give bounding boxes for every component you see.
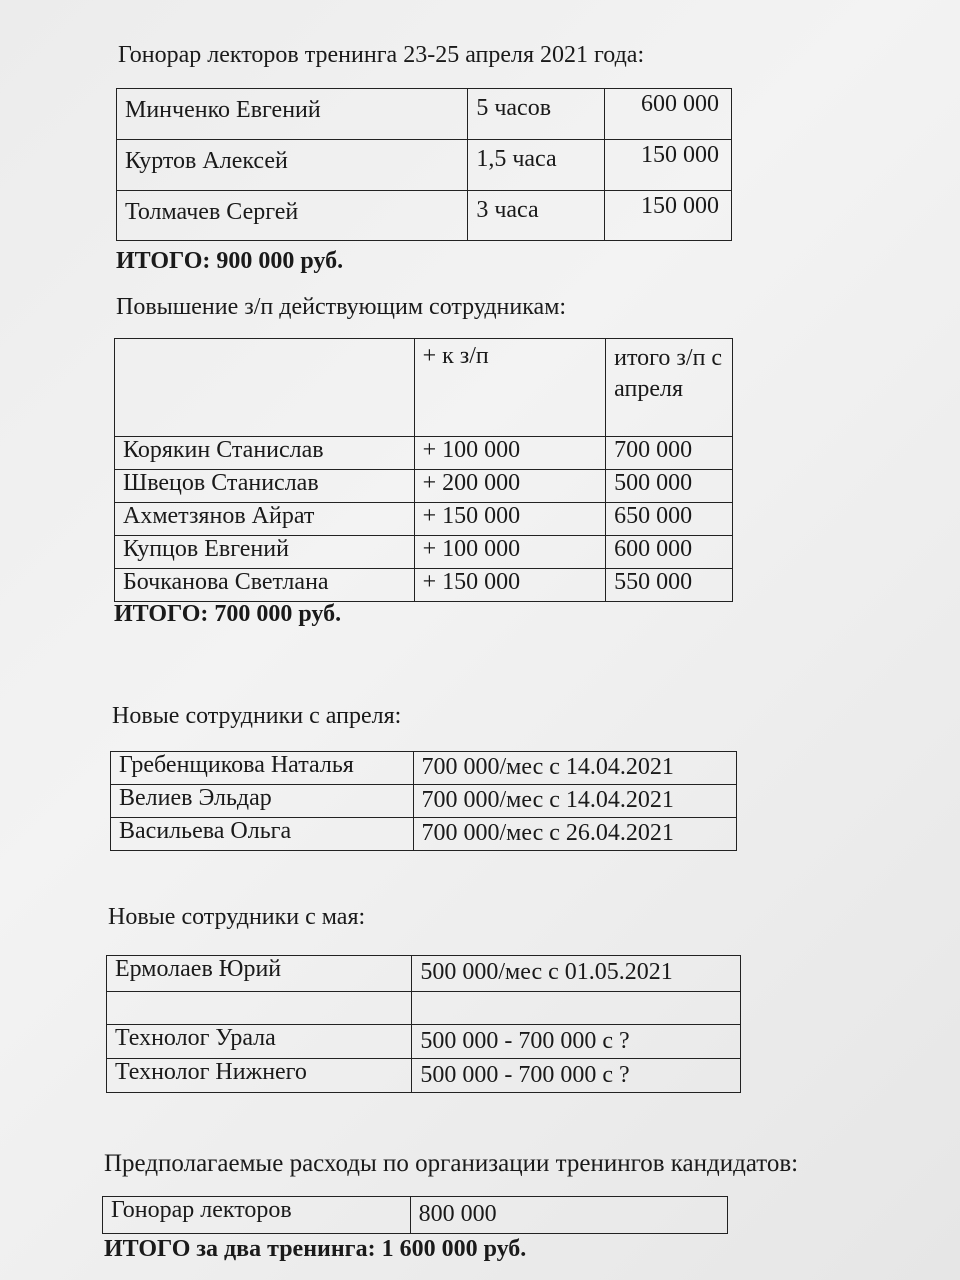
salary-raise: + 200 000	[414, 470, 606, 503]
table-row	[111, 818, 737, 851]
section5-total: ИТОГО за два тренинга: 1 600 000 руб.	[104, 1236, 527, 1262]
new-employees-april-table	[110, 751, 737, 851]
salary-total: 500 000	[606, 470, 733, 503]
lecturer-name: Толмачев Сергей	[117, 191, 468, 241]
table-row	[115, 536, 733, 569]
salary-total: 700 000	[606, 437, 733, 470]
table-row	[117, 191, 732, 241]
salary-total: 550 000	[606, 569, 733, 602]
section3-heading: Новые сотрудники с апреля:	[112, 703, 402, 729]
table-row	[117, 140, 732, 191]
table-row	[111, 785, 737, 818]
employee-salary: 700 000/мес с 14.04.2021	[413, 785, 736, 818]
table-row	[111, 752, 737, 785]
lecturer-name: Куртов Алексей	[117, 140, 468, 191]
employee-name: Ахметзянов Айрат	[115, 503, 415, 536]
lecturer-hours: 3 часа	[468, 191, 605, 241]
section2-total: ИТОГО: 700 000 руб.	[114, 601, 342, 627]
table-row	[115, 437, 733, 470]
section1-heading: Гонорар лекторов тренинга 23-25 апреля 2021 года:	[118, 42, 645, 68]
salary-raise: + 150 000	[414, 503, 606, 536]
lecturer-fee: 600 000	[605, 89, 732, 140]
table-row	[107, 956, 741, 992]
training-costs-table	[102, 1196, 728, 1234]
salary-raise-table	[114, 338, 733, 602]
employee-name: Технолог Нижнего	[107, 1059, 412, 1093]
cost-amount: 800 000	[410, 1197, 727, 1234]
lecturer-fee: 150 000	[605, 191, 732, 241]
table-header-row	[115, 339, 733, 437]
employee-name: Технолог Урала	[107, 1025, 412, 1059]
employee-name: Гребенщикова Наталья	[111, 752, 414, 785]
employee-salary: 700 000/мес с 26.04.2021	[413, 818, 736, 851]
section1-total: ИТОГО: 900 000 руб.	[116, 248, 344, 274]
section2-heading: Повышение з/п действующим сотрудникам:	[116, 294, 567, 320]
table-row	[107, 1025, 741, 1059]
cost-item: Гонорар лекторов	[103, 1197, 411, 1234]
salary-total: 600 000	[606, 536, 733, 569]
employee-name: Васильева Ольга	[111, 818, 414, 851]
employee-salary: 500 000 - 700 000 с ?	[412, 1059, 741, 1093]
employee-salary	[412, 992, 741, 1025]
section4-heading: Новые сотрудники с мая:	[108, 904, 366, 930]
table-row	[117, 89, 732, 140]
table-row	[115, 470, 733, 503]
header-empty-cell	[115, 339, 415, 437]
salary-raise: + 150 000	[414, 569, 606, 602]
section5-heading: Предполагаемые расходы по организации тренингов кандидатов:	[104, 1150, 799, 1177]
employee-name: Ермолаев Юрий	[107, 956, 412, 992]
header-raise: + к з/п	[414, 339, 606, 437]
salary-raise: + 100 000	[414, 437, 606, 470]
employee-name: Швецов Станислав	[115, 470, 415, 503]
lecturer-name: Минченко Евгений	[117, 89, 468, 140]
new-employees-may-table	[106, 955, 741, 1093]
table-row	[115, 569, 733, 602]
table-row-empty	[107, 992, 741, 1025]
lecturer-hours: 1,5 часа	[468, 140, 605, 191]
employee-salary: 500 000 - 700 000 с ?	[412, 1025, 741, 1059]
lecturer-hours: 5 часов	[468, 89, 605, 140]
table-row	[107, 1059, 741, 1093]
table-row	[115, 503, 733, 536]
employee-name: Корякин Станислав	[115, 437, 415, 470]
lecturer-fee: 150 000	[605, 140, 732, 191]
employee-salary: 700 000/мес с 14.04.2021	[413, 752, 736, 785]
employee-name	[107, 992, 412, 1025]
employee-name: Бочканова Светлана	[115, 569, 415, 602]
lecturer-fees-table	[116, 88, 732, 241]
employee-name: Купцов Евгений	[115, 536, 415, 569]
employee-name: Велиев Эльдар	[111, 785, 414, 818]
employee-salary: 500 000/мес с 01.05.2021	[412, 956, 741, 992]
header-total-salary: итого з/п с апреля	[606, 339, 733, 437]
table-row	[103, 1197, 728, 1234]
salary-total: 650 000	[606, 503, 733, 536]
salary-raise: + 100 000	[414, 536, 606, 569]
